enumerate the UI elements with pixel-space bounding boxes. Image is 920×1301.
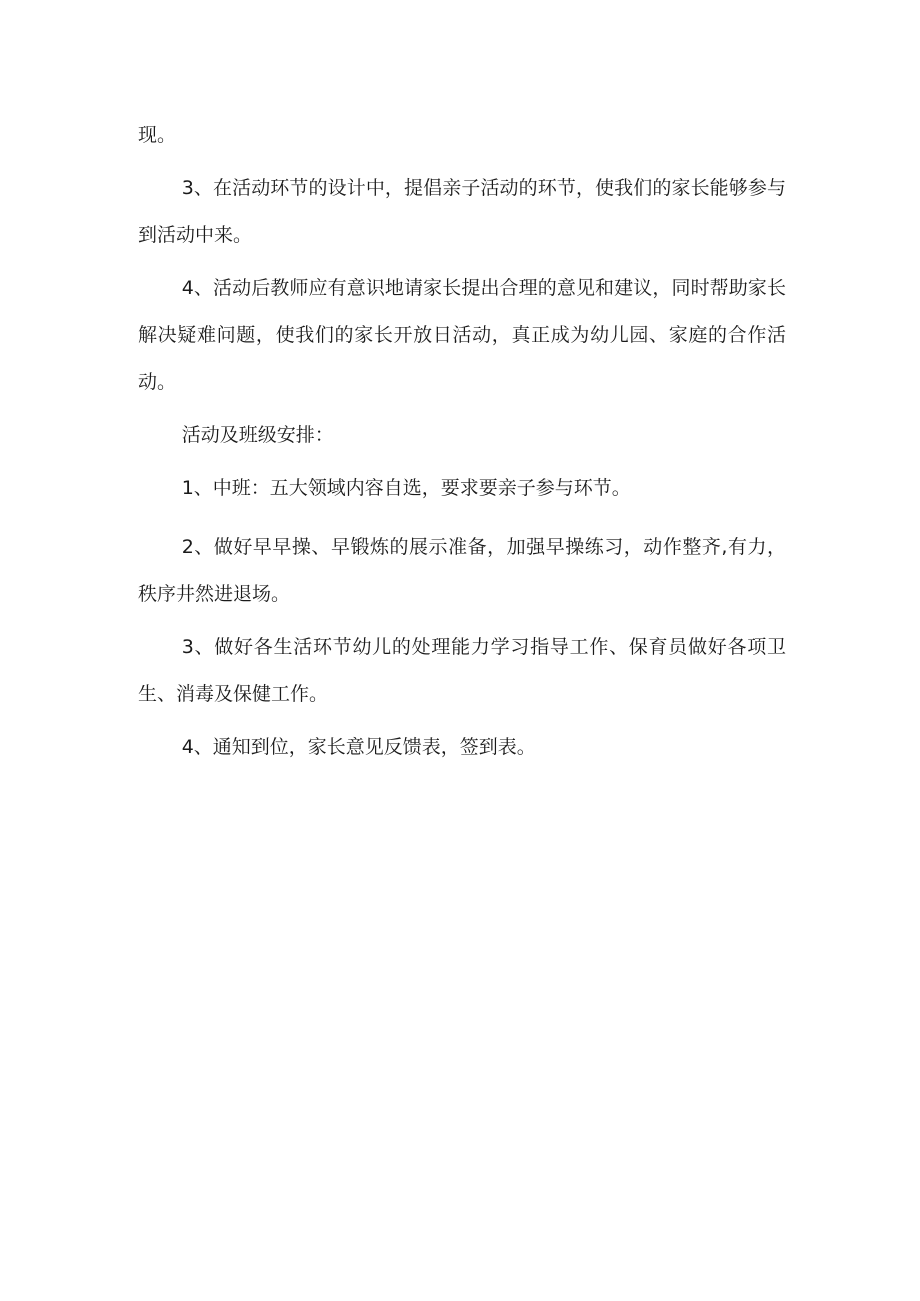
paragraph-arrangement-4: 4、通知到位，家长意见反馈表，签到表。 (181, 736, 536, 758)
paragraph-arrangement-1: 1、中班：五大领域内容自选，要求要亲子参与环节。 (181, 477, 631, 499)
paragraph-item-4-feedback: 4、活动后教师应有意识地请家长提出合理的意见和建议，同时帮助家长解决疑难问题，使我们的家长开放日活动，真正成为幼儿园、家庭的合作活动。 (138, 277, 786, 393)
section-heading-arrangement: 活动及班级安排： (181, 424, 334, 446)
paragraph-continuation: 现。 (138, 124, 177, 146)
paragraph-arrangement-2: 2、做好早早操、早锻炼的展示准备，加强早操练习，动作整齐,有力，秩序井然进退场。 (138, 536, 786, 605)
paragraph-item-3-design: 3、在活动环节的设计中，提倡亲子活动的环节，使我们的家长能够参与到活动中来。 (138, 177, 786, 246)
paragraph-arrangement-3: 3、做好各生活环节幼儿的处理能力学习指导工作、保育员做好各项卫生、消毒及保健工作。 (138, 636, 786, 705)
document-body (138, 112, 786, 777)
